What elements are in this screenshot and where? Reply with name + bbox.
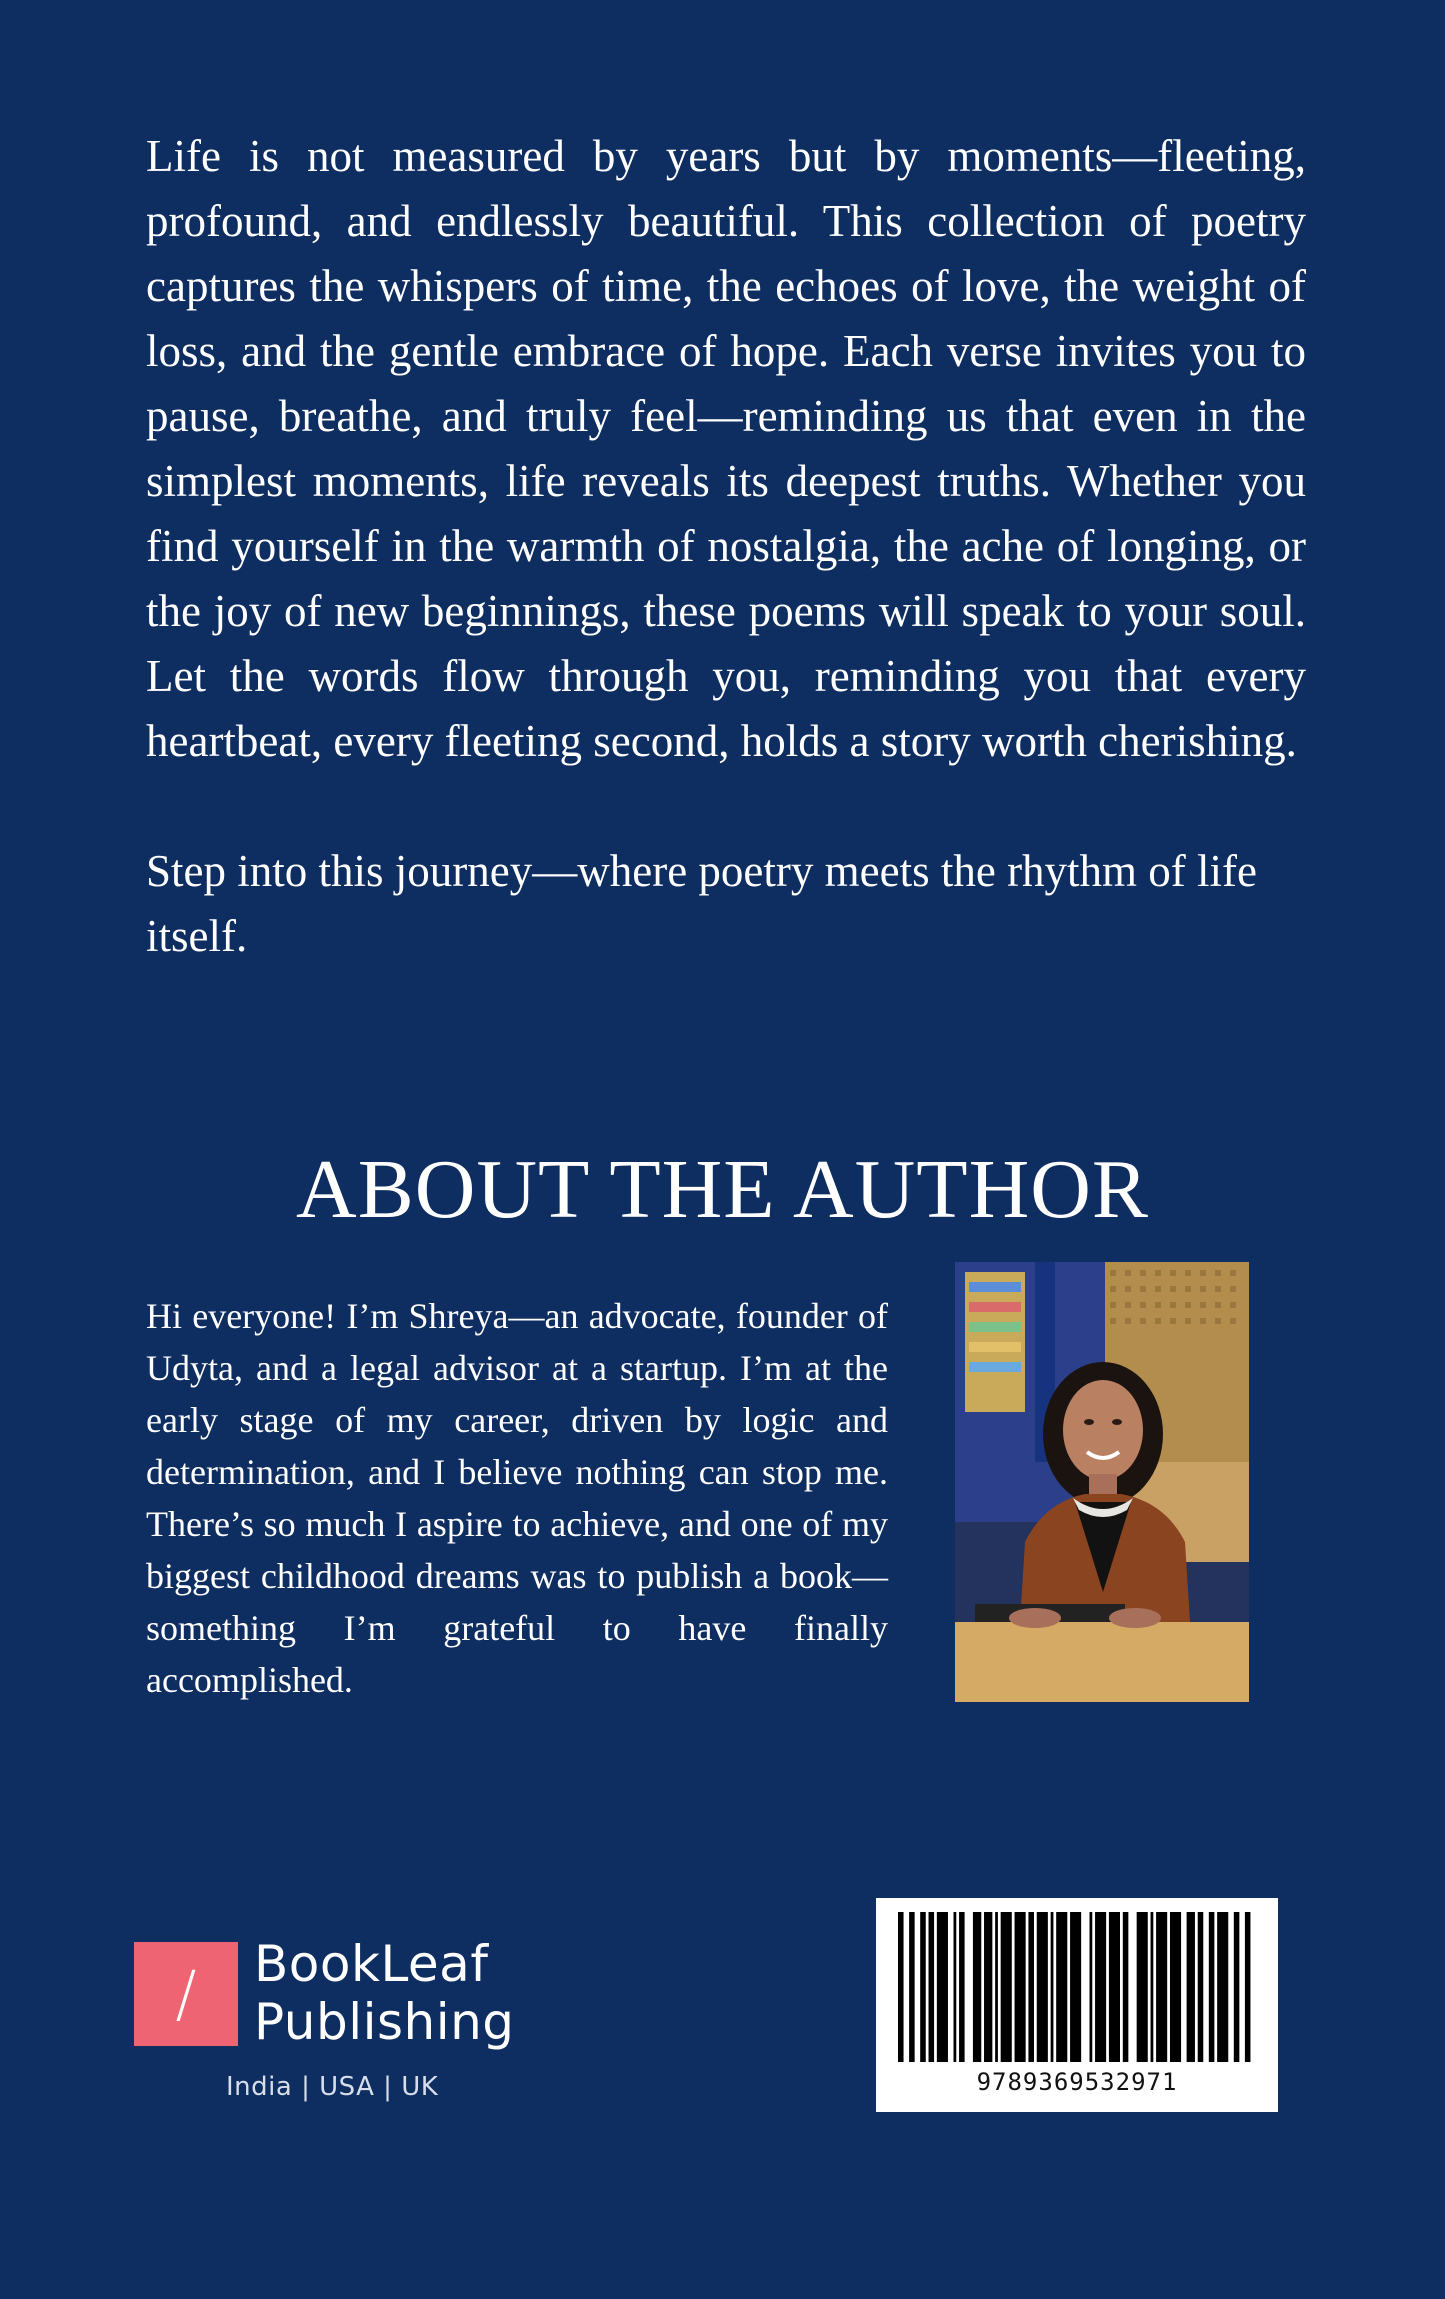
isbn-barcode bbox=[876, 1898, 1278, 2112]
barcode-bar bbox=[920, 1912, 926, 2062]
isbn-number: 9789369532971 bbox=[976, 2068, 1178, 2096]
barcode-bar bbox=[1209, 1912, 1215, 2062]
publisher-mark bbox=[134, 1942, 238, 2046]
barcode-bar bbox=[995, 1912, 998, 2062]
barcode-bar bbox=[1051, 1912, 1054, 2062]
barcode-bar bbox=[984, 1912, 992, 2062]
barcode-bar bbox=[959, 1912, 965, 2062]
barcode-bar bbox=[1070, 1912, 1081, 2062]
barcode-bar bbox=[1198, 1912, 1204, 2062]
barcode-bar bbox=[1109, 1912, 1120, 2062]
slash-icon: / bbox=[175, 1957, 197, 2030]
barcode-bar bbox=[1015, 1912, 1026, 2062]
publisher-name-line-1: BookLeaf bbox=[254, 1935, 489, 1993]
barcode-bar bbox=[898, 1912, 904, 2062]
barcode-bar bbox=[909, 1912, 915, 2062]
barcode-bar bbox=[1123, 1912, 1129, 2062]
barcode-bar bbox=[1137, 1912, 1148, 2062]
author-photo bbox=[955, 1262, 1249, 1702]
barcode-bar bbox=[1028, 1912, 1034, 2062]
author-bio: Hi everyone! I’m Shreya—an advocate, founder of Udyta, and a legal advisor at a startup. I’m at the early stage of my career, driven by logic and determination, and I believe nothing can stop me. There’s so much I aspire to achieve, and one of my biggest childhood dreams was to publish a book—something I’m grateful to have finally accomplished. bbox=[146, 1296, 888, 1700]
barcode-bar bbox=[973, 1912, 981, 2062]
barcode-bar bbox=[1170, 1912, 1181, 2062]
barcode-bar bbox=[1037, 1912, 1048, 2062]
book-blurb bbox=[146, 124, 1306, 969]
publisher-regions: India | USA | UK bbox=[226, 2072, 439, 2102]
barcode-bar bbox=[1089, 1912, 1092, 2062]
publisher-name-line-2: Publishing bbox=[254, 1993, 515, 2051]
barcode-bar bbox=[1245, 1912, 1251, 2062]
publisher-logo bbox=[134, 1935, 534, 2122]
barcode-bar bbox=[1234, 1912, 1240, 2062]
barcode-bar bbox=[1187, 1912, 1195, 2062]
barcode-bar bbox=[1001, 1912, 1012, 2062]
barcode-bar bbox=[1056, 1912, 1067, 2062]
barcode-bar bbox=[954, 1912, 957, 2062]
blurb-paragraph-1: Life is not measured by years but by moments—fleeting, profound, and endlessly beautiful. This collection of poetry captures the whispers of time, the echoes of love, the weight of loss, and the gentle embrace of hope. Each verse invites you to pause, breathe, and truly feel—reminding us that even in the simplest moments, life reveals its deepest truths. Whether you find yourself in the warmth of nostalgia, the ache of longing, or the joy of new beginnings, these poems will speak to your soul. Let the words flow through you, reminding you that every heartbeat, every fleeting second, holds a story worth cherishing. bbox=[146, 131, 1306, 766]
barcode-bar bbox=[1156, 1912, 1167, 2062]
about-author-heading: ABOUT THE AUTHOR bbox=[296, 1143, 1149, 1236]
barcode-bar bbox=[1217, 1912, 1228, 2062]
barcode-bar bbox=[937, 1912, 948, 2062]
blurb-paragraph-2: Step into this journey—where poetry meets the rhythm of life itself. bbox=[146, 846, 1258, 961]
barcode-bar bbox=[1151, 1912, 1154, 2062]
barcode-bar bbox=[1095, 1912, 1106, 2062]
barcode-bar bbox=[929, 1912, 935, 2062]
